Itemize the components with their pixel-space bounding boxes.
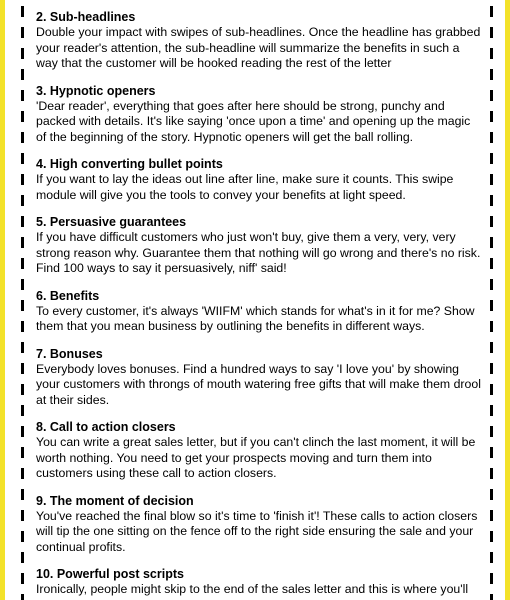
section-moment-of-decision (36, 493, 481, 556)
section-body: Everybody loves bonuses. Find a hundred ways to say 'I love you' by showing your customers with throngs of mouth watering free gifts that will make them drool at their sides. (36, 361, 481, 407)
section-benefits (36, 288, 481, 335)
section-heading: 8. Call to action closers (36, 420, 176, 434)
section-guarantees (36, 214, 481, 277)
section-bonuses (36, 346, 481, 409)
section-body: Ironically, people might skip to the end of the sales letter and this is where you'll (36, 582, 469, 596)
section-hypnotic-openers (36, 83, 481, 146)
section-sub-headlines (36, 9, 481, 72)
section-heading: 6. Benefits (36, 288, 100, 303)
section-bullet-points (36, 156, 481, 203)
section-heading: 3. Hypnotic openers (36, 83, 156, 98)
left-dashed-border (21, 0, 24, 600)
section-heading: 7. Bonuses (36, 346, 103, 361)
section-heading: 2. Sub-headlines (36, 10, 136, 24)
section-post-scripts (36, 566, 481, 598)
section-body: 'Dear reader', everything that goes after here should be strong, punchy and packed with details. It's like saying 'once upon a time' and opening up the magic of the beginning of the story. Hypnotic openers will get the ball rolling. (36, 98, 471, 144)
right-dashed-border (490, 0, 493, 600)
section-call-to-action (36, 419, 481, 482)
section-heading: 9. The moment of decision (36, 493, 194, 508)
section-heading: 10. Powerful post scripts (36, 567, 184, 581)
section-body: If you want to lay the ideas out line after line, make sure it counts. This swipe module will give you the tools to convey your benefits at light speed. (36, 172, 454, 202)
section-heading: 4. High converting bullet points (36, 157, 223, 171)
section-body: To every customer, it's always 'WIIFM' which stands for what's in it for me? Show them that you mean business by outlining the benefits in different ways. (36, 303, 475, 333)
document-content (36, 9, 481, 600)
section-body: If you have difficult customers who just won't buy, give them a very, very, very strong reason why. Guarantee them that nothing will go wrong and there's no risk. Find 100 ways to say it persuasively, niff' said! (36, 230, 481, 275)
section-body: You've reached the final blow so it's time to 'finish it'! These calls to action closers will tip the one sitting on the fence off to the right side ensuring the sale and your continual profits. (36, 508, 478, 554)
section-body: Double your impact with swipes of sub-headlines. Once the headline has grabbed your reader's attention, the sub-headline will summarize the benefits in such a way that the customer will be hooked reading the rest of the letter (36, 25, 481, 70)
section-body: You can write a great sales letter, but if you can't clinch the last moment, it will be worth nothing. You need to get your prospects moving and turn them into customers using these call to action closers. (36, 435, 476, 480)
section-heading: 5. Persuasive guarantees (36, 215, 187, 229)
